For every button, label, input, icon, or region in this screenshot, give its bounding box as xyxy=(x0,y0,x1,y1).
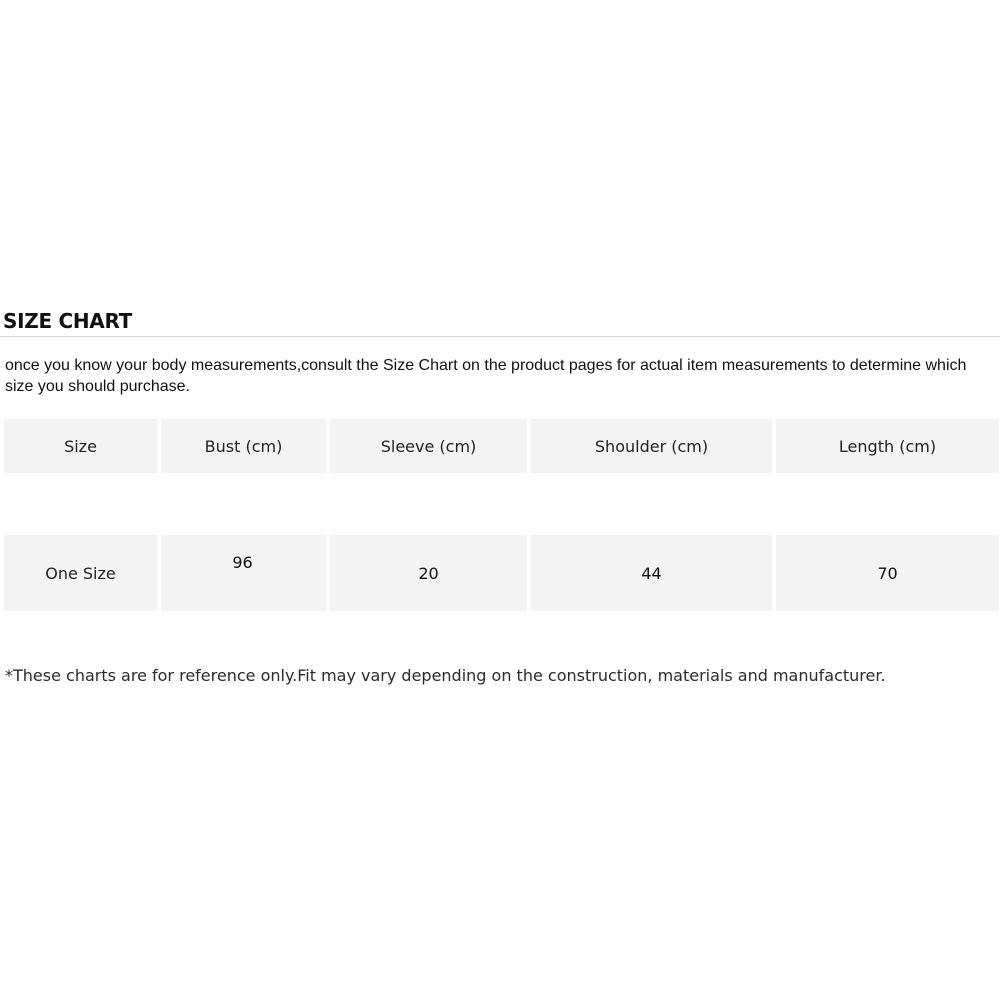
table-row xyxy=(0,535,1000,611)
column-header-sleeve: Sleeve (cm) xyxy=(330,419,527,473)
cell-sleeve: 20 xyxy=(330,535,527,611)
cell-bust: 96 xyxy=(161,535,326,611)
cell-size: One Size xyxy=(4,535,157,611)
title-divider xyxy=(0,336,1000,337)
cell-shoulder: 44 xyxy=(531,535,772,611)
cell-length: 70 xyxy=(776,535,999,611)
page-title: SIZE CHART xyxy=(3,309,133,333)
intro-text: once you know your body measurements,consult the Size Chart on the product pages for actual item measurements to determine which size you should purchase. xyxy=(5,357,967,395)
size-table-header-row xyxy=(0,419,1000,473)
column-header-shoulder: Shoulder (cm) xyxy=(531,419,772,473)
reference-footnote: *These charts are for reference only.Fit may vary depending on the construction, materials and manufacturer. xyxy=(5,666,886,685)
column-header-size: Size xyxy=(4,419,157,473)
column-header-length: Length (cm) xyxy=(776,419,999,473)
column-header-bust: Bust (cm) xyxy=(161,419,326,473)
